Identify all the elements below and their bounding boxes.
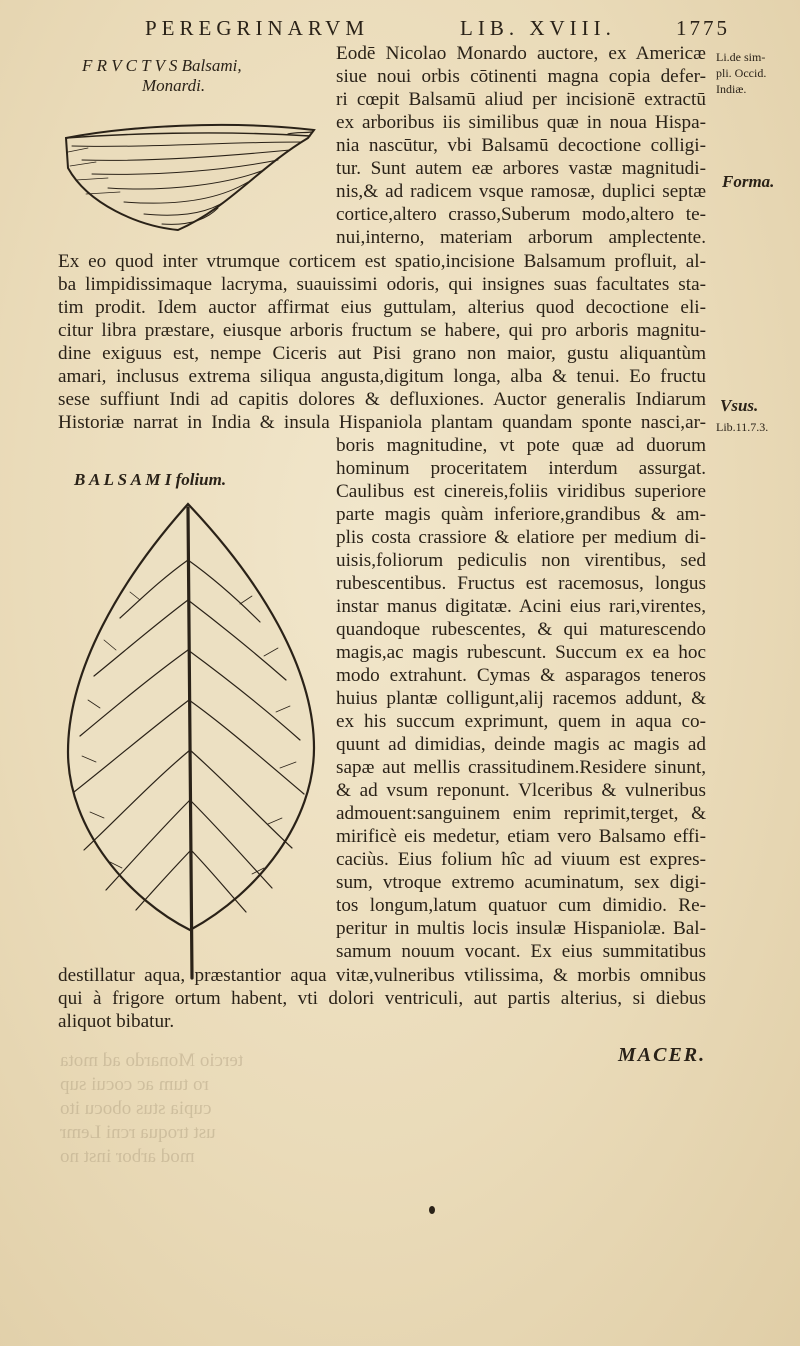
text-line: ex arboribus iis similibus quæ in noua Hispa- bbox=[336, 112, 706, 133]
text-line: hominum proceritatem interdum assurgat. bbox=[336, 458, 706, 479]
text-line: qui à frigore ortum habent, vti dolori ventriculi, aut partis alterius, si diebus bbox=[58, 988, 706, 1009]
text-line: tim prodit. Idem auctor affirmat eius guttulam, alterius quod decoctione eli- bbox=[58, 297, 706, 318]
text-line: caciùs. Eius folium hîc ad viuum est expres- bbox=[336, 849, 706, 870]
text-line: amari, inclusus extrema siliqua angusta,digitum longa, alba & tenui. Eo fructu bbox=[58, 366, 706, 387]
text-line: ex his succum exprimunt, quem in aqua co- bbox=[336, 711, 706, 732]
show-through-line: cupia stus obocu ito bbox=[60, 1098, 212, 1119]
text-line: sapæ aut mellis crassitudinem.Residere sinunt, bbox=[336, 757, 706, 778]
text-line: quandoque rubescentes, & qui maturescendo bbox=[336, 619, 706, 640]
text-line: sum, vtroque extremo acuminatum, sex digi- bbox=[336, 872, 706, 893]
text-line: citur libra præstare, eiusque arboris fructum se habere, qui pro arboris magnitu- bbox=[58, 320, 706, 341]
margin-forma: Forma. bbox=[722, 172, 775, 191]
text-line: plis costa crassiore & elatiore per medium di- bbox=[336, 527, 706, 548]
text-line: nia nascūtur, vbi Balsamū decoctione colligi- bbox=[336, 135, 706, 156]
text-line: Historiæ narrat in India & insula Hispaniola plantam quandam sponte nasci,ar- bbox=[58, 412, 706, 433]
margin-usus: Vsus. bbox=[720, 396, 759, 415]
text-line: parte magis quàm inferiore,grandibus & am- bbox=[336, 504, 706, 525]
book-number: LIB. XVIII. bbox=[460, 16, 616, 40]
text-line: & ad vsum reponunt. Vlceribus & vulneribus bbox=[336, 780, 706, 801]
fruit-caption: F R V C T V S Balsami, bbox=[82, 56, 242, 75]
catchword: MACER. bbox=[618, 1044, 707, 1066]
text-line: tos longum,latum quatuor cum dimidio. Re- bbox=[336, 895, 706, 916]
text-line: Ex eo quod inter vtrumque corticem est spatio,incisione Balsamum profluit, al- bbox=[58, 251, 706, 272]
margin-usus-ref: Lib.11.7.3. bbox=[716, 420, 769, 434]
show-through-line: tercio Monardo ad mota bbox=[60, 1050, 244, 1071]
text-line: tur. Sunt autem eæ arbores vastæ magnitudi- bbox=[336, 158, 706, 179]
text-line: nis,& ad radicem vsque ramosæ, duplici septæ bbox=[336, 181, 706, 202]
running-head bbox=[0, 16, 800, 46]
text-line: dine exiguus est, nempe Ciceris aut Pisi grano non maior, gustu aliquantùm bbox=[58, 343, 706, 364]
text-line: destillatur aqua, præstantior aqua vitæ,vulneribus vtilissima, & morbis omnibus bbox=[58, 965, 706, 986]
text-line: samum nouum vocant. Ex eius summitatibus bbox=[336, 941, 706, 962]
text-line: cortice,altero crasso,Suberum modo,altero te- bbox=[336, 204, 706, 225]
running-title: PEREGRINARVM bbox=[145, 16, 370, 40]
text-line: aliquot bibatur. bbox=[58, 1011, 175, 1032]
text-line: nui,interno, materiam arborum amplectente. bbox=[336, 227, 706, 248]
text-line: huius plantæ colligunt,alij racemos addunt, & bbox=[336, 688, 706, 709]
show-through-line: ust troqua rcni Lemr bbox=[60, 1122, 216, 1143]
margin-source-line: Indiæ. bbox=[716, 82, 747, 96]
leaf-caption: B A L S A M I folium. bbox=[74, 470, 227, 489]
balsam-leaf-illustration bbox=[60, 500, 322, 982]
ink-dot bbox=[429, 1206, 435, 1214]
text-line: siue noui orbis cōtinenti magna copia defer- bbox=[336, 66, 706, 87]
text-line: rubescentibus. Fructus est racemosus, longus bbox=[336, 573, 706, 594]
text-line: uisis,foliorum pediculis non virentibus, sed bbox=[336, 550, 706, 571]
text-line: ri cœpit Balsamū aliud per incisionē extractū bbox=[336, 89, 706, 110]
text-line: ba limpidissimaque lacryma, suauissimi odoris, qui insignes suas facultates sta- bbox=[58, 274, 706, 295]
fruit-caption-subline: Monardi. bbox=[142, 76, 206, 95]
text-line: instar manus digitatæ. Acini eius rari,virentes, bbox=[336, 596, 706, 617]
text-line: quunt ad dimidias, deinde magis ac magis ad bbox=[336, 734, 706, 755]
text-line: Eodē Nicolao Monardo auctore, ex Americæ bbox=[336, 43, 706, 64]
text-line: modo extrahunt. Cymas & asparagos teneros bbox=[336, 665, 706, 686]
text-line: mirificè eis medetur, etiam vero Balsamo effi- bbox=[336, 826, 706, 847]
text-line: sese suffiunt Indi ad capitis dolores & defluxiones. Auctor generalis Indiarum bbox=[58, 389, 706, 410]
show-through-line: ro tum ac cocui sup bbox=[60, 1074, 209, 1095]
text-line: admouent:sanguinem enim reprimit,terget, & bbox=[336, 803, 706, 824]
text-line: boris magnitudine, vt pote quæ ad duorum bbox=[336, 435, 706, 456]
text-line: peritur in multis locis insulæ Hispaniolæ. Bal- bbox=[336, 918, 706, 939]
margin-source-line: pli. Occid. bbox=[716, 66, 767, 80]
text-line: Caulibus est cinereis,foliis viridibus superiore bbox=[336, 481, 706, 502]
balsam-fruit-illustration bbox=[58, 108, 320, 238]
page-number: 1775 bbox=[676, 16, 730, 40]
text-line: magis,ac magis rubescunt. Succum ex ea hoc bbox=[336, 642, 706, 663]
margin-source-line: Li.de sim- bbox=[716, 50, 766, 64]
show-through-line: mod arbor inst no bbox=[60, 1146, 195, 1167]
